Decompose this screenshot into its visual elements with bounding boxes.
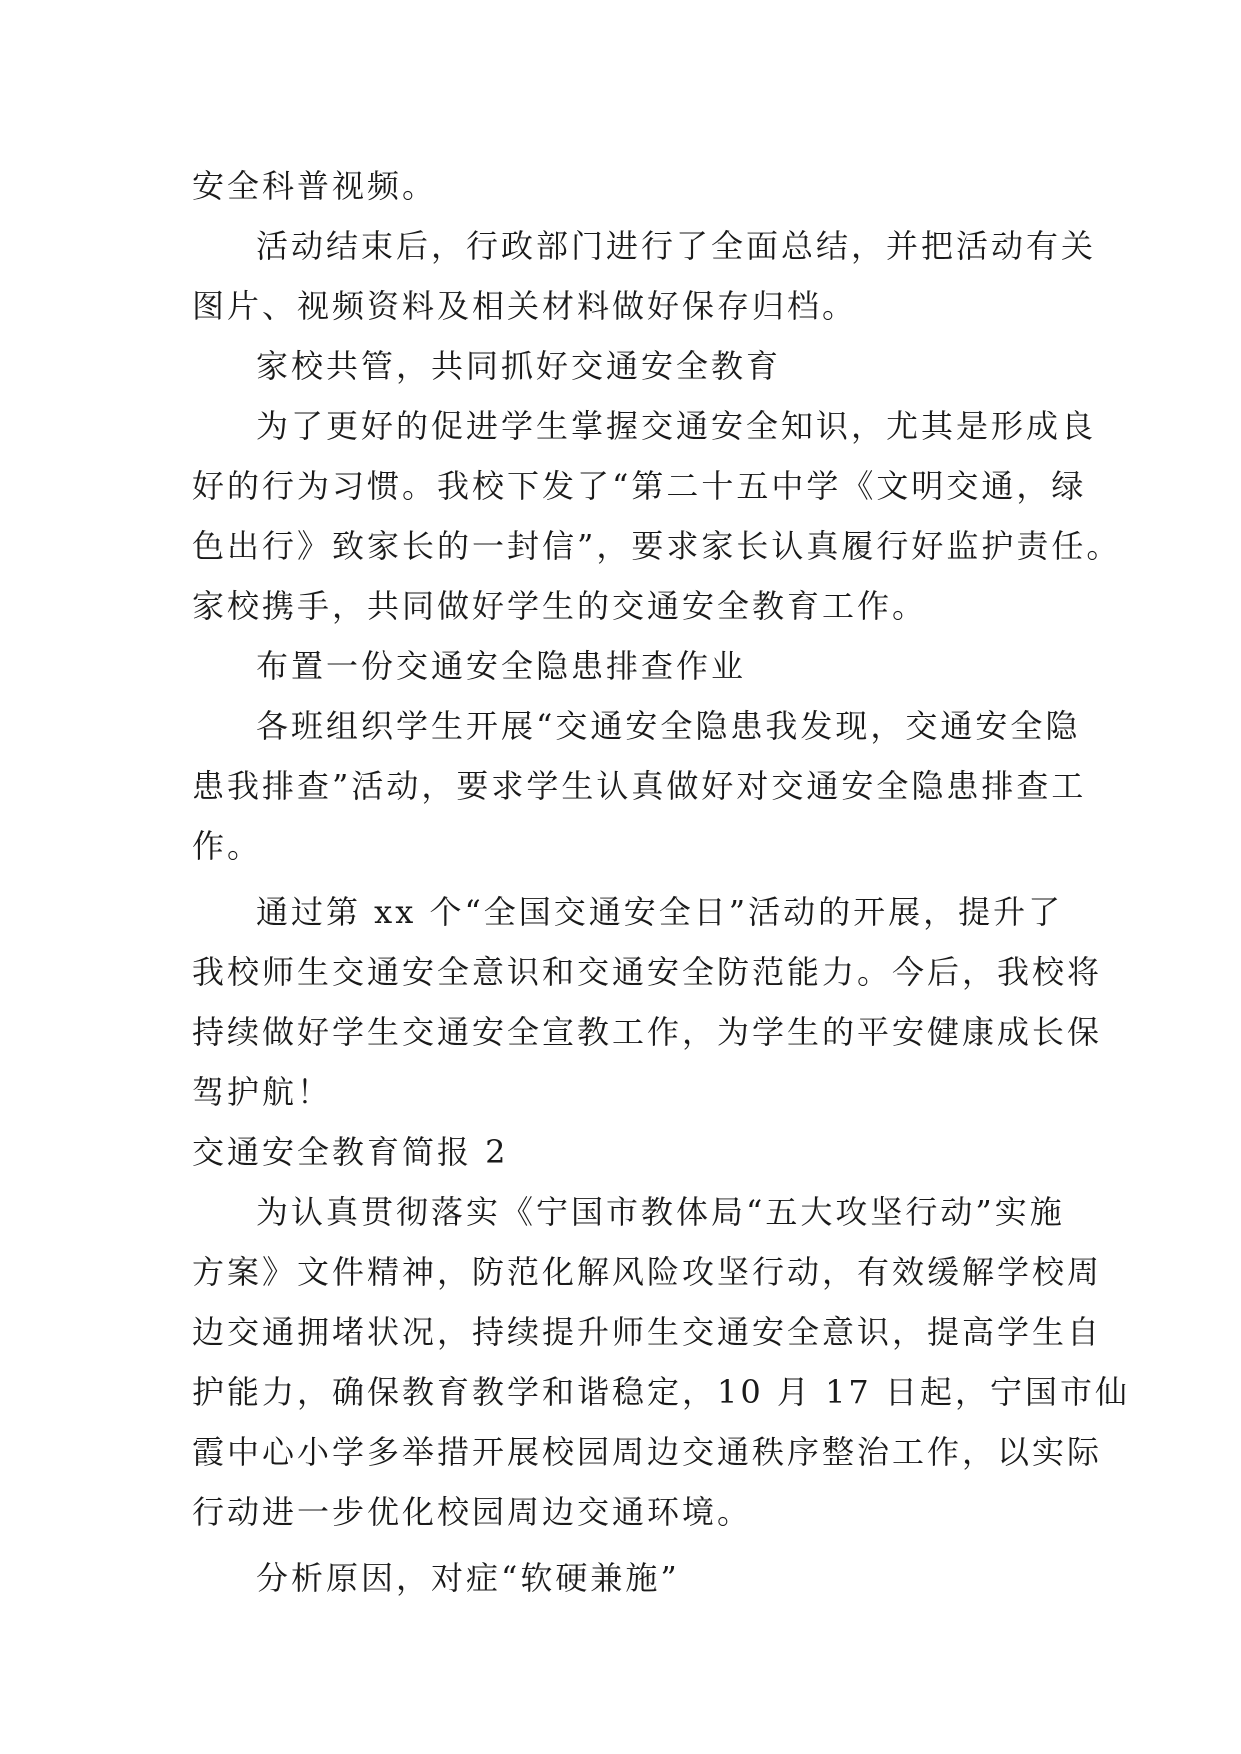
text-line: 作。 (192, 827, 263, 865)
text-line: 各班组织学生开展“交通安全隐患我发现，交通安全隐 (256, 707, 1081, 745)
document-title: 交通安全教育简报 2 (192, 1133, 509, 1171)
text-line: 驾护航！ (192, 1073, 333, 1111)
text-line: 好的行为习惯。我校下发了“第二十五中学《文明交通，绿 (192, 467, 1087, 505)
text-line: 持续做好学生交通安全宣教工作，为学生的平安健康成长保 (192, 1013, 1103, 1051)
text-line: 为了更好的促进学生掌握交通安全知识，尤其是形成良 (256, 407, 1097, 445)
text-line: 护能力，确保教育教学和谐稳定，10 月 17 日起，宁国市仙 (192, 1373, 1130, 1411)
text-line: 活动结束后，行政部门进行了全面总结，并把活动有关 (256, 227, 1097, 265)
section-heading: 家校共管，共同抓好交通安全教育 (256, 347, 782, 385)
text-line: 安全科普视频。 (192, 167, 438, 205)
text-line: 通过第 xx 个“全国交通安全日”活动的开展，提升了 (256, 893, 1064, 931)
text-line: 色出行》致家长的一封信”，要求家长认真履行好监护责任。 (192, 527, 1122, 565)
section-heading: 分析原因，对症“软硬兼施” (256, 1559, 680, 1597)
text-line: 霞中心小学多举措开展校园周边交通秩序整治工作，以实际 (192, 1433, 1103, 1471)
text-line: 边交通拥堵状况，持续提升师生交通安全意识，提高学生自 (192, 1313, 1103, 1351)
section-heading: 布置一份交通安全隐患排查作业 (256, 647, 747, 685)
text-line: 行动进一步优化校园周边交通环境。 (192, 1493, 753, 1531)
text-line: 我校师生交通安全意识和交通安全防范能力。今后，我校将 (192, 953, 1103, 991)
text-line: 为认真贯彻落实《宁国市教体局“五大攻坚行动”实施 (256, 1193, 1065, 1231)
text-line: 图片、视频资料及相关材料做好保存归档。 (192, 287, 858, 325)
text-line: 患我排查”活动，要求学生认真做好对交通安全隐患排查工 (192, 767, 1087, 805)
text-line: 方案》文件精神，防范化解风险攻坚行动，有效缓解学校周 (192, 1253, 1103, 1291)
document-body (192, 156, 1130, 1608)
text-line: 家校携手，共同做好学生的交通安全教育工作。 (192, 587, 928, 625)
